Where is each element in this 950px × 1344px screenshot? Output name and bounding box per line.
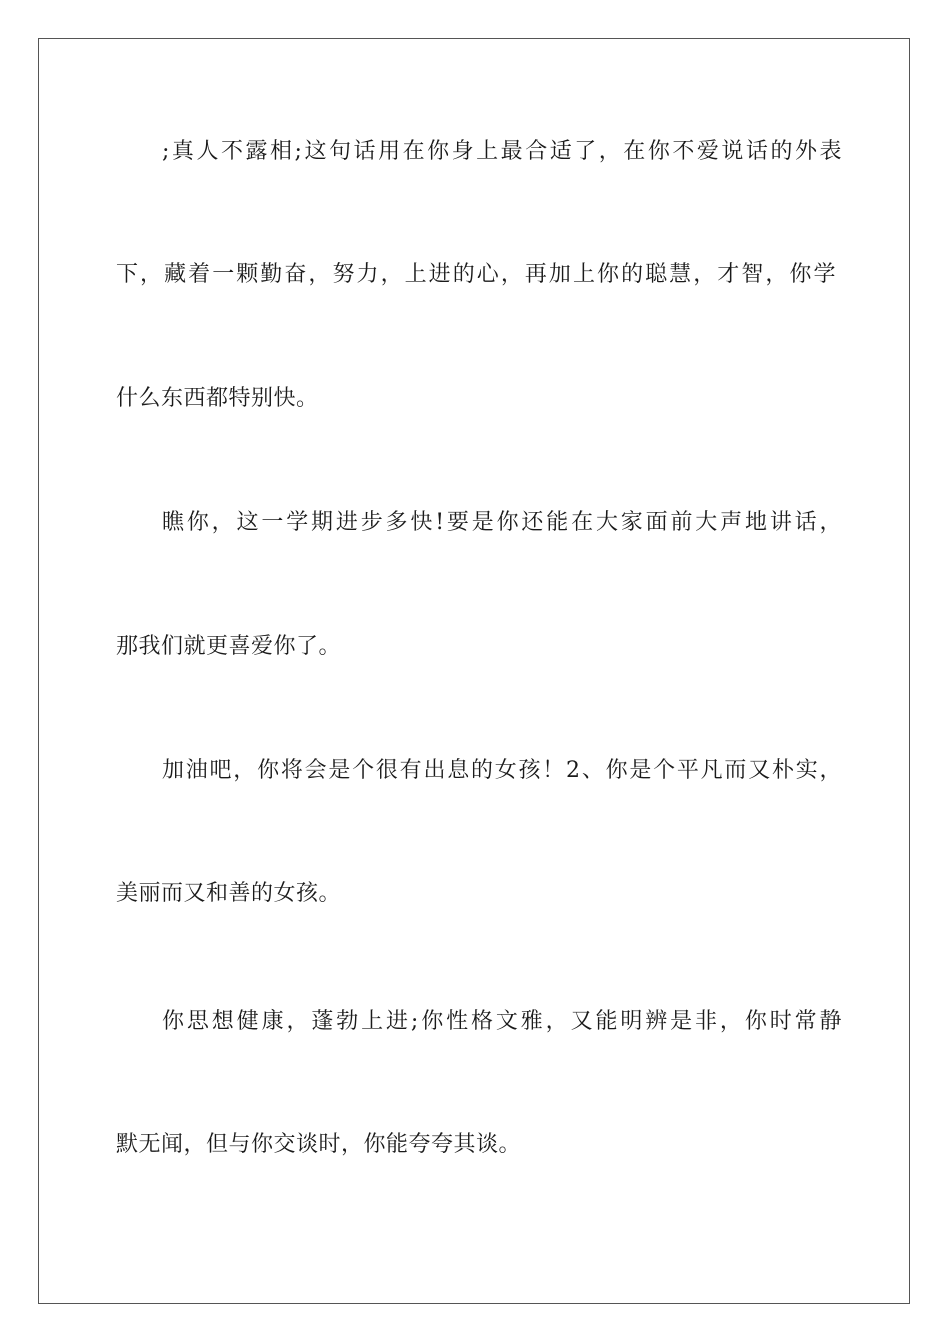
paragraph-2-line-2: 那我们就更喜爱你了。 — [116, 634, 342, 659]
paragraph-4-line-1: 你思想健康，蓬勃上进;你性格文雅，又能明辨是非，你时常静 — [162, 1009, 842, 1034]
paragraph-1-line-3: 什么东西都特别快。 — [116, 386, 319, 411]
paragraph-2-line-1: 瞧你，这一学期进步多快!要是你还能在大家面前大声地讲话， — [162, 510, 842, 535]
paragraph-3-line-2: 美丽而又和善的女孩。 — [116, 881, 342, 906]
paragraph-1-line-1: ;真人不露相;这句话用在你身上最合适了，在你不爱说话的外表 — [162, 139, 842, 164]
paragraph-3-line-1: 加油吧，你将会是个很有出息的女孩！2、你是个平凡而又朴实， — [162, 758, 842, 783]
paragraph-4-line-2: 默无闻，但与你交谈时，你能夸夸其谈。 — [116, 1132, 522, 1157]
page-frame — [38, 38, 910, 1304]
paragraph-1-line-2: 下，藏着一颗勤奋，努力，上进的心，再加上你的聪慧，才智，你学 — [116, 262, 836, 287]
